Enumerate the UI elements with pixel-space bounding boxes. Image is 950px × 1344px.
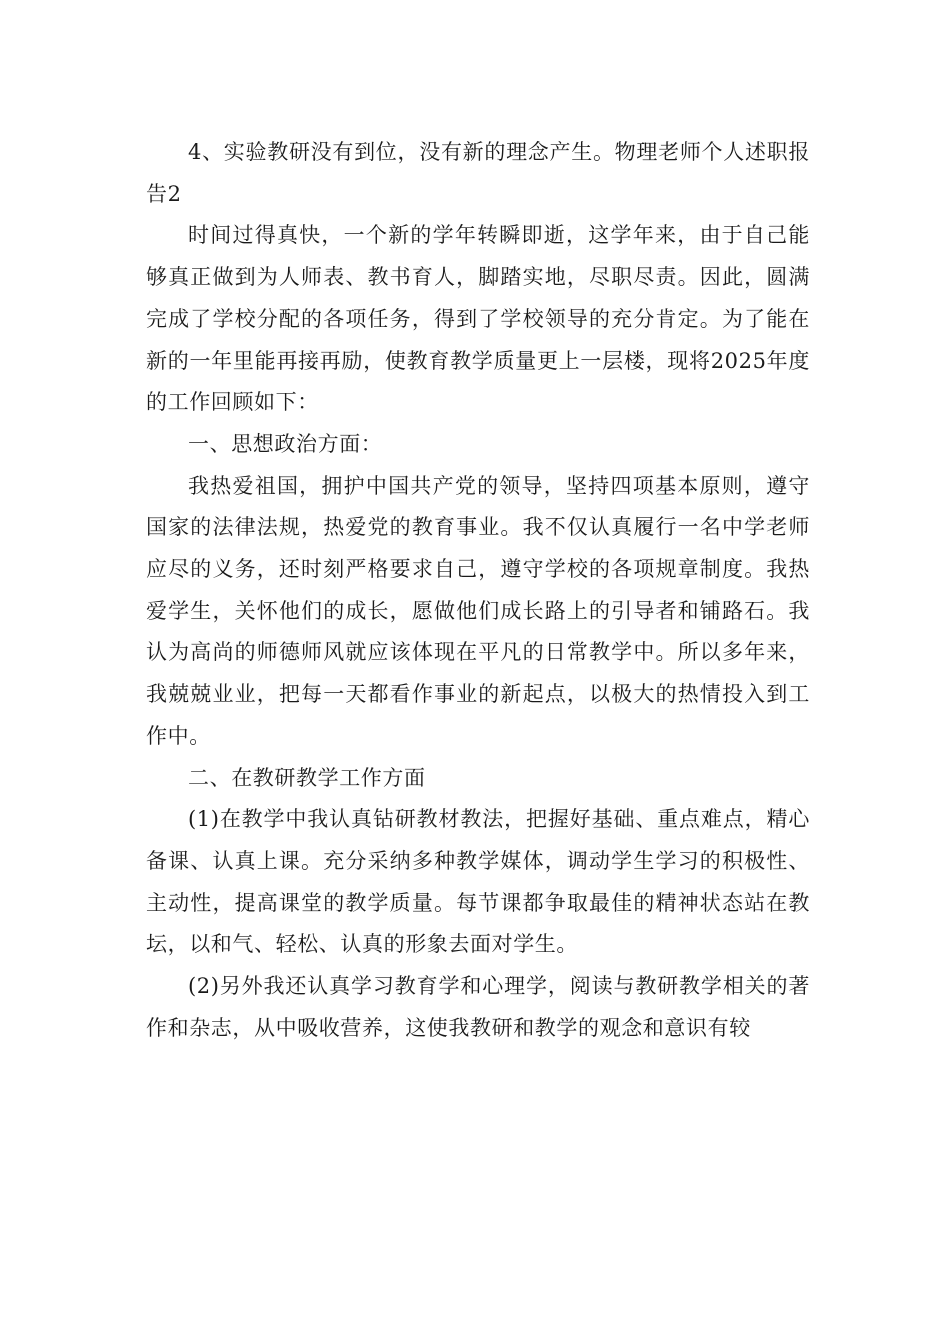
- paragraph-intro: 时间过得真快，一个新的学年转瞬即逝，这学年来，由于自己能够真正做到为人师表、教书育人，脚踏实地，尽职尽责。因此，圆满完成了学校分配的各项任务，得到了学校领导的充分肯定。为了能在新的一年里能再接再励，使教育教学质量更上一层楼，现将2025年度的工作回顾如下：: [146, 223, 810, 415]
- paragraph-ideology: 我热爱祖国，拥护中国共产党的领导，坚持四项基本原则，遵守国家的法律法规，热爱党的教育事业。我不仅认真履行一名中学老师应尽的义务，还时刻严格要求自己，遵守学校的各项规章制度。我热爱学生，关怀他们的成长，愿做他们成长路上的引导者和铺路石。我认为高尚的师德师风就应该体现在平凡的日常教学中。所以多年来，我兢兢业业，把每一天都看作事业的新起点，以极大的热情投入到工作中。: [146, 473, 810, 748]
- section-heading-ideology: 一、思想政治方面：: [188, 431, 383, 456]
- paragraph-item-4: 4、实验教研没有到位，没有新的理念产生。物理老师个人述职报告2: [146, 140, 810, 206]
- paragraph-teaching-2: (2)另外我还认真学习教育学和心理学，阅读与教研教学相关的著作和杂志，从中吸收营养，这使我教研和教学的观念和意识有较: [146, 974, 810, 1040]
- document-body: [146, 132, 810, 1049]
- paragraph-teaching-1: (1)在教学中我认真钻研教材教法，把握好基础、重点难点，精心备课、认真上课。充分采纳多种教学媒体，调动学生学习的积极性、主动性，提高课堂的教学质量。每节课都争取最佳的精神状态站在教坛，以和气、轻松、认真的形象去面对学生。: [146, 807, 810, 957]
- section-heading-teaching: 二、在教研教学工作方面: [188, 765, 426, 790]
